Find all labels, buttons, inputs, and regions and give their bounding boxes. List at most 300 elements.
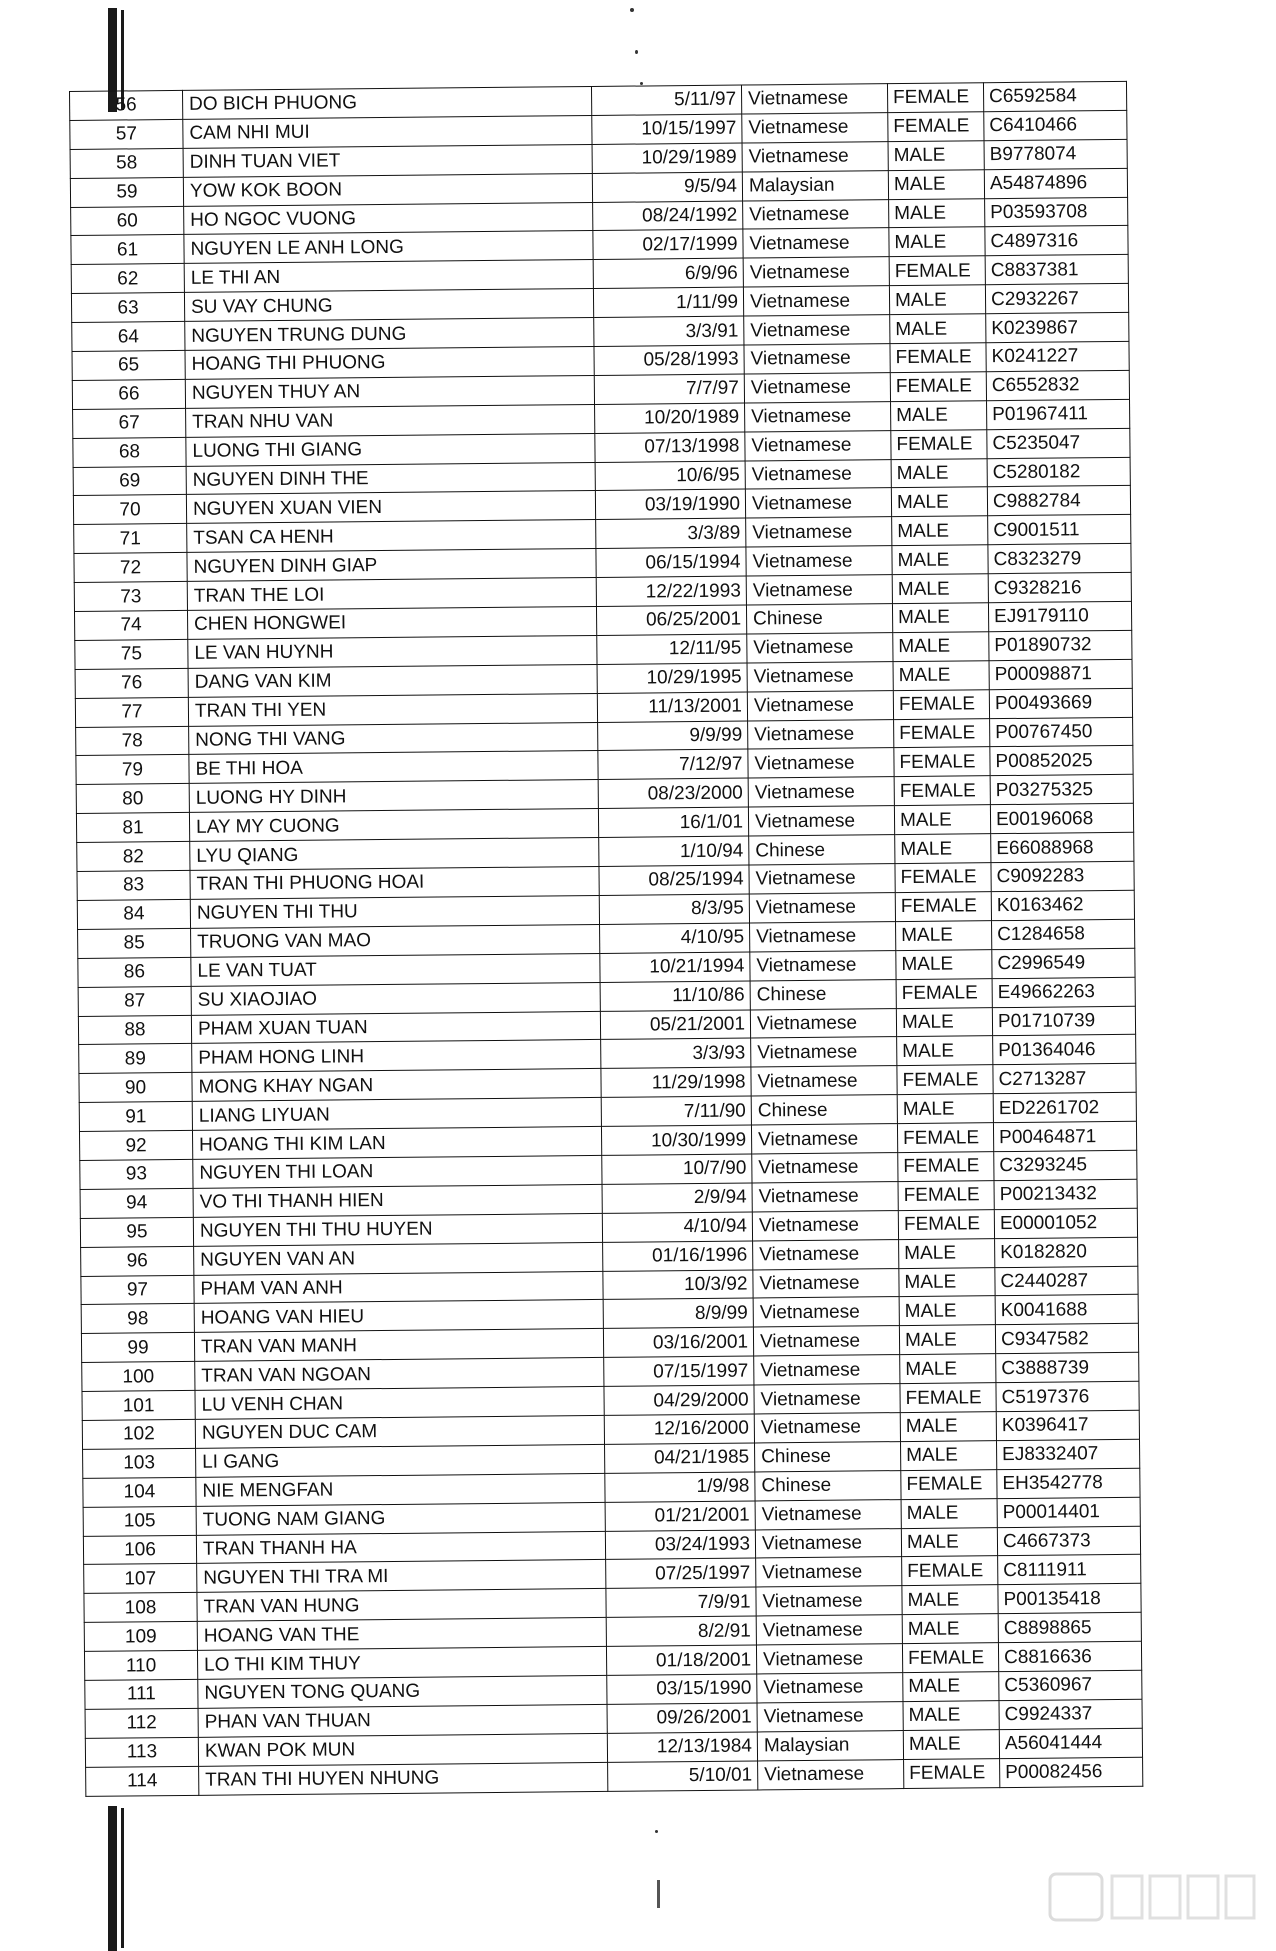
passenger-name: LAY MY CUONG <box>189 809 598 842</box>
binder-mark-bottom-thin <box>121 1808 124 1948</box>
passport-number: P03275325 <box>990 775 1133 805</box>
passenger-name: LI GANG <box>196 1444 605 1477</box>
gender: MALE <box>903 1672 999 1702</box>
gender: FEMALE <box>888 112 984 142</box>
gender: MALE <box>903 1701 999 1731</box>
nationality: Vietnamese <box>756 1586 902 1616</box>
nationality: Vietnamese <box>748 719 894 749</box>
date-of-birth: 10/15/1997 <box>592 114 742 144</box>
row-number: 104 <box>83 1477 196 1507</box>
passenger-name: NGUYEN DINH GIAP <box>187 549 596 582</box>
row-number: 62 <box>71 264 184 294</box>
passenger-name: TRAN VAN MANH <box>194 1329 603 1362</box>
passenger-name: NGUYEN VAN AN <box>194 1242 603 1275</box>
passport-number: EH3542778 <box>997 1468 1140 1498</box>
gender: FEMALE <box>904 1758 1000 1788</box>
nationality: Vietnamese <box>757 1673 903 1703</box>
gender: MALE <box>891 458 987 488</box>
passenger-name: BE THI HOA <box>189 751 598 784</box>
nationality: Chinese <box>750 979 896 1009</box>
row-number: 70 <box>73 495 186 525</box>
passenger-name: TRAN THANH HA <box>196 1531 605 1564</box>
gender: MALE <box>888 169 984 199</box>
date-of-birth: 11/29/1998 <box>601 1067 751 1097</box>
nationality: Vietnamese <box>753 1297 899 1327</box>
date-of-birth: 3/3/93 <box>601 1038 751 1068</box>
nationality: Vietnamese <box>748 777 894 807</box>
gender: MALE <box>891 401 987 431</box>
date-of-birth: 7/7/97 <box>594 374 744 404</box>
date-of-birth: 07/13/1998 <box>595 432 745 462</box>
date-of-birth: 10/3/92 <box>603 1270 753 1300</box>
row-number: 109 <box>84 1622 197 1652</box>
nationality: Vietnamese <box>745 401 891 431</box>
passenger-name: DANG VAN KIM <box>188 664 597 697</box>
passport-number: C8837381 <box>985 255 1128 285</box>
roster-body <box>70 81 1143 1796</box>
passenger-name: NGUYEN THUY AN <box>185 375 594 408</box>
date-of-birth: 11/13/2001 <box>597 692 747 722</box>
gender: FEMALE <box>896 978 992 1008</box>
date-of-birth: 03/24/1993 <box>605 1530 755 1560</box>
passenger-name: LO THI KIM THUY <box>197 1647 606 1680</box>
row-number: 107 <box>84 1564 197 1594</box>
passport-number: K0041688 <box>995 1295 1138 1325</box>
passport-number: P01890732 <box>989 630 1132 660</box>
gender: FEMALE <box>890 372 986 402</box>
date-of-birth: 12/22/1993 <box>596 576 746 606</box>
gender: MALE <box>893 632 989 662</box>
passport-number: C8816636 <box>998 1641 1141 1671</box>
gender: MALE <box>889 198 985 228</box>
date-of-birth: 8/3/95 <box>599 894 749 924</box>
gender: MALE <box>897 1094 993 1124</box>
passport-number: P00767450 <box>990 717 1133 747</box>
date-of-birth: 09/26/2001 <box>607 1703 757 1733</box>
passenger-name: PHAM XUAN TUAN <box>191 1011 600 1044</box>
date-of-birth: 03/19/1990 <box>595 489 745 519</box>
nationality: Vietnamese <box>748 748 894 778</box>
passenger-name: HOANG VAN THE <box>197 1618 606 1651</box>
passport-number: C4667373 <box>997 1526 1140 1556</box>
row-number: 113 <box>85 1737 198 1767</box>
passenger-name: NGUYEN DUC CAM <box>195 1415 604 1448</box>
date-of-birth: 05/21/2001 <box>600 1010 750 1040</box>
date-of-birth: 11/10/86 <box>600 981 750 1011</box>
gender: FEMALE <box>894 747 990 777</box>
passenger-name: LE VAN TUAT <box>191 953 600 986</box>
passport-number: P03593708 <box>985 197 1128 227</box>
date-of-birth: 12/11/95 <box>597 634 747 664</box>
row-number: 67 <box>73 408 186 438</box>
passenger-name: DINH TUAN VIET <box>183 144 592 177</box>
nationality: Vietnamese <box>744 373 890 403</box>
gender: MALE <box>902 1614 998 1644</box>
row-number: 56 <box>70 90 183 120</box>
row-number: 92 <box>79 1130 192 1160</box>
nationality: Vietnamese <box>755 1528 901 1558</box>
passenger-name: NGUYEN THI LOAN <box>193 1155 602 1188</box>
row-number: 86 <box>78 957 191 987</box>
passport-number: K0182820 <box>995 1237 1138 1267</box>
passenger-name: SU VAY CHUNG <box>184 289 593 322</box>
gender: FEMALE <box>891 429 987 459</box>
date-of-birth: 04/29/2000 <box>604 1385 754 1415</box>
nationality: Vietnamese <box>756 1644 902 1674</box>
row-number: 110 <box>84 1650 197 1680</box>
passenger-name: NGUYEN THI THU HUYEN <box>193 1213 602 1246</box>
passenger-name: LU VENH CHAN <box>195 1387 604 1420</box>
row-number: 64 <box>72 322 185 352</box>
row-number: 84 <box>77 899 190 929</box>
nationality: Vietnamese <box>749 864 895 894</box>
nationality: Vietnamese <box>744 315 890 345</box>
row-number: 88 <box>78 1015 191 1045</box>
nationality: Vietnamese <box>753 1326 899 1356</box>
passport-number: C6592584 <box>983 81 1126 111</box>
passport-number: C5360967 <box>999 1670 1142 1700</box>
passport-number: C5280182 <box>987 457 1130 487</box>
passport-number: C6552832 <box>986 370 1129 400</box>
nationality: Vietnamese <box>758 1759 904 1789</box>
passport-number: P00098871 <box>989 659 1132 689</box>
date-of-birth: 10/20/1989 <box>595 403 745 433</box>
passport-number: C3888739 <box>996 1352 1139 1382</box>
scan-speck <box>655 1830 658 1833</box>
passport-number: C5197376 <box>996 1381 1139 1411</box>
gender: MALE <box>899 1325 995 1355</box>
passenger-name: NGUYEN TONG QUANG <box>198 1675 607 1708</box>
row-number: 103 <box>83 1448 196 1478</box>
gender: MALE <box>890 314 986 344</box>
passport-number: EJ8332407 <box>996 1439 1139 1469</box>
nationality: Chinese <box>751 1095 897 1125</box>
gender: FEMALE <box>894 776 990 806</box>
scan-speck <box>635 50 638 54</box>
date-of-birth: 6/9/96 <box>593 258 743 288</box>
date-of-birth: 2/9/94 <box>602 1183 752 1213</box>
passenger-name: HOANG THI KIM LAN <box>192 1126 601 1159</box>
passenger-name: NGUYEN DINH THE <box>186 462 595 495</box>
gender: MALE <box>892 603 988 633</box>
gender: MALE <box>896 949 992 979</box>
passenger-name: TRAN NHU VAN <box>186 404 595 437</box>
row-number: 101 <box>82 1390 195 1420</box>
gender: FEMALE <box>894 718 990 748</box>
nationality: Vietnamese <box>745 430 891 460</box>
nationality: Vietnamese <box>757 1701 903 1731</box>
nationality: Vietnamese <box>743 228 889 258</box>
row-number: 93 <box>80 1159 193 1189</box>
date-of-birth: 08/25/1994 <box>599 865 749 895</box>
passport-number: E49662263 <box>992 977 1135 1007</box>
date-of-birth: 06/25/2001 <box>596 605 746 635</box>
gender: FEMALE <box>900 1383 996 1413</box>
nationality: Chinese <box>755 1441 901 1471</box>
passport-number: K0163462 <box>991 890 1134 920</box>
passenger-name: YOW KOK BOON <box>183 173 592 206</box>
nationality: Vietnamese <box>746 575 892 605</box>
row-number: 66 <box>72 379 185 409</box>
passport-number: P00014401 <box>997 1497 1140 1527</box>
row-number: 89 <box>79 1044 192 1074</box>
passport-number: C5235047 <box>987 428 1130 458</box>
passport-number: C1284658 <box>992 919 1135 949</box>
passenger-name: TRAN VAN HUNG <box>197 1589 606 1622</box>
gender: MALE <box>896 1007 992 1037</box>
gender: FEMALE <box>887 83 983 113</box>
nationality: Vietnamese <box>750 950 896 980</box>
passenger-name: TRAN VAN NGOAN <box>195 1358 604 1391</box>
passport-number: C2440287 <box>995 1266 1138 1296</box>
nationality: Vietnamese <box>751 1066 897 1096</box>
row-number: 74 <box>74 610 187 640</box>
passport-number: C4897316 <box>985 226 1128 256</box>
passenger-name: VO THI THANH HIEN <box>193 1184 602 1217</box>
gender: FEMALE <box>898 1152 994 1182</box>
gender: FEMALE <box>898 1181 994 1211</box>
passenger-name: NGUYEN LE ANH LONG <box>184 231 593 264</box>
passenger-name: TRAN THI PHUONG HOAI <box>190 866 599 899</box>
nationality: Vietnamese <box>751 1037 897 1067</box>
passenger-name: NGUYEN THI TRA MI <box>197 1560 606 1593</box>
gender: MALE <box>901 1441 997 1471</box>
passport-number: B9778074 <box>984 139 1127 169</box>
gender: MALE <box>903 1729 999 1759</box>
row-number: 72 <box>74 553 187 583</box>
row-number: 61 <box>71 235 184 265</box>
passenger-name: LE THI AN <box>184 260 593 293</box>
date-of-birth: 10/6/95 <box>595 461 745 491</box>
passport-number: P00493669 <box>989 688 1132 718</box>
passenger-name: MONG KHAY NGAN <box>192 1069 601 1102</box>
passenger-name: TSAN CA HENH <box>187 520 596 553</box>
gender: FEMALE <box>901 1469 997 1499</box>
nationality: Vietnamese <box>742 113 888 143</box>
passenger-name: HOANG VAN HIEU <box>194 1300 603 1333</box>
passenger-name: LUONG THI GIANG <box>186 433 595 466</box>
nationality: Vietnamese <box>754 1355 900 1385</box>
row-number: 73 <box>74 582 187 612</box>
nationality: Vietnamese <box>749 893 895 923</box>
gender: MALE <box>901 1498 997 1528</box>
nationality: Vietnamese <box>756 1615 902 1645</box>
row-number: 59 <box>70 177 183 207</box>
gender: MALE <box>888 141 984 171</box>
date-of-birth: 02/17/1999 <box>593 229 743 259</box>
nationality: Vietnamese <box>752 1181 898 1211</box>
gender: MALE <box>893 661 989 691</box>
row-number: 65 <box>72 350 185 380</box>
date-of-birth: 12/13/1984 <box>607 1732 757 1762</box>
date-of-birth: 16/1/01 <box>598 807 748 837</box>
row-number: 105 <box>83 1506 196 1536</box>
row-number: 114 <box>86 1766 199 1796</box>
passport-number: P01710739 <box>992 1006 1135 1036</box>
passenger-name: PHAN VAN THUAN <box>198 1704 607 1737</box>
nationality: Vietnamese <box>743 286 889 316</box>
nationality: Vietnamese <box>746 546 892 576</box>
gender: FEMALE <box>898 1209 994 1239</box>
nationality: Vietnamese <box>743 257 889 287</box>
gender: FEMALE <box>902 1556 998 1586</box>
gender: MALE <box>895 834 991 864</box>
row-number: 69 <box>73 466 186 496</box>
date-of-birth: 5/11/97 <box>591 85 741 115</box>
nationality: Vietnamese <box>752 1153 898 1183</box>
row-number: 97 <box>81 1275 194 1305</box>
passenger-name: CHEN HONGWEI <box>187 606 596 639</box>
passport-number: C9924337 <box>999 1699 1142 1729</box>
passenger-name: NGUYEN TRUNG DUNG <box>185 318 594 351</box>
passenger-name: HO NGOC VUONG <box>184 202 593 235</box>
passenger-name: LYU QIANG <box>190 838 599 871</box>
gender: MALE <box>892 574 988 604</box>
gender: MALE <box>894 805 990 835</box>
passport-number: P01967411 <box>987 399 1130 429</box>
gender: MALE <box>901 1527 997 1557</box>
date-of-birth: 04/21/1985 <box>605 1443 755 1473</box>
gender: MALE <box>899 1296 995 1326</box>
date-of-birth: 12/16/2000 <box>604 1414 754 1444</box>
date-of-birth: 7/11/90 <box>601 1096 751 1126</box>
passenger-name: TRAN THE LOI <box>187 578 596 611</box>
row-number: 71 <box>74 524 187 554</box>
date-of-birth: 5/10/01 <box>608 1761 758 1791</box>
passport-number: P00135418 <box>998 1584 1141 1614</box>
row-number: 99 <box>81 1333 194 1363</box>
date-of-birth: 8/9/99 <box>603 1298 753 1328</box>
passenger-name: SU XIAOJIAO <box>191 982 600 1015</box>
row-number: 76 <box>75 668 188 698</box>
row-number: 79 <box>76 755 189 785</box>
gender: FEMALE <box>895 863 991 893</box>
nationality: Malaysian <box>742 170 888 200</box>
row-number: 77 <box>75 697 188 727</box>
nationality: Vietnamese <box>751 1124 897 1154</box>
nationality: Vietnamese <box>750 1008 896 1038</box>
passport-number: E00001052 <box>994 1208 1137 1238</box>
date-of-birth: 9/9/99 <box>598 721 748 751</box>
date-of-birth: 1/10/94 <box>599 836 749 866</box>
passport-number: P01364046 <box>993 1035 1136 1065</box>
scan-speck <box>657 1880 660 1908</box>
passport-number: C2713287 <box>993 1064 1136 1094</box>
passport-number: C9328216 <box>988 572 1131 602</box>
passport-number: P00852025 <box>990 746 1133 776</box>
passport-number: C2996549 <box>992 948 1135 978</box>
date-of-birth: 10/21/1994 <box>600 952 750 982</box>
gender: MALE <box>900 1412 996 1442</box>
date-of-birth: 1/11/99 <box>593 287 743 317</box>
passenger-name: LIANG LIYUAN <box>192 1098 601 1131</box>
date-of-birth: 10/7/90 <box>602 1154 752 1184</box>
scan-speck <box>630 8 634 12</box>
date-of-birth: 1/9/98 <box>605 1472 755 1502</box>
row-number: 63 <box>71 293 184 323</box>
passenger-name: TRAN THI YEN <box>188 693 597 726</box>
gender: FEMALE <box>897 1123 993 1153</box>
row-number: 68 <box>73 437 186 467</box>
row-number: 106 <box>83 1535 196 1565</box>
passenger-roster-table <box>69 81 1143 1797</box>
nationality: Vietnamese <box>754 1413 900 1443</box>
passport-number: ED2261702 <box>993 1092 1136 1122</box>
nationality: Malaysian <box>757 1730 903 1760</box>
date-of-birth: 01/16/1996 <box>603 1241 753 1271</box>
passport-number: C3293245 <box>994 1150 1137 1180</box>
row-number: 78 <box>76 726 189 756</box>
date-of-birth: 01/18/2001 <box>606 1645 756 1675</box>
passenger-name: PHAM VAN ANH <box>194 1271 603 1304</box>
row-number: 57 <box>70 119 183 149</box>
passenger-name: LE VAN HUYNH <box>188 635 597 668</box>
row-number: 60 <box>71 206 184 236</box>
passport-number: C9882784 <box>987 486 1130 516</box>
nationality: Vietnamese <box>745 488 891 518</box>
nationality: Vietnamese <box>748 806 894 836</box>
passport-number: C9092283 <box>991 861 1134 891</box>
passport-number: C9347582 <box>995 1324 1138 1354</box>
passport-number: C8898865 <box>998 1612 1141 1642</box>
row-number: 82 <box>77 842 190 872</box>
gender: MALE <box>899 1238 995 1268</box>
passport-number: P00082456 <box>1000 1757 1143 1787</box>
date-of-birth: 03/15/1990 <box>607 1674 757 1704</box>
nationality: Vietnamese <box>742 141 888 171</box>
nationality: Vietnamese <box>741 84 887 114</box>
row-number: 90 <box>79 1073 192 1103</box>
date-of-birth: 03/16/2001 <box>603 1327 753 1357</box>
passport-number: P00213432 <box>994 1179 1137 1209</box>
passenger-name: PHAM HONG LINH <box>192 1040 601 1073</box>
passport-number: E66088968 <box>991 832 1134 862</box>
row-number: 98 <box>81 1304 194 1334</box>
nationality: Vietnamese <box>753 1239 899 1269</box>
row-number: 87 <box>78 986 191 1016</box>
nationality: Vietnamese <box>745 459 891 489</box>
row-number: 108 <box>84 1593 197 1623</box>
passenger-name: TRUONG VAN MAO <box>191 924 600 957</box>
nationality: Vietnamese <box>754 1384 900 1414</box>
date-of-birth: 3/3/91 <box>594 316 744 346</box>
row-number: 94 <box>80 1188 193 1218</box>
nationality: Vietnamese <box>747 633 893 663</box>
passenger-name: NIE MENGFAN <box>196 1473 605 1506</box>
gender: FEMALE <box>897 1065 993 1095</box>
passenger-name: LUONG HY DINH <box>189 780 598 813</box>
gender: FEMALE <box>895 892 991 922</box>
row-number: 96 <box>81 1246 194 1276</box>
nationality: Vietnamese <box>755 1499 901 1529</box>
passport-number: C8323279 <box>988 544 1131 574</box>
date-of-birth: 08/24/1992 <box>593 201 743 231</box>
row-number: 58 <box>70 148 183 178</box>
date-of-birth: 7/12/97 <box>598 749 748 779</box>
gender: MALE <box>902 1585 998 1615</box>
nationality: Vietnamese <box>744 344 890 374</box>
gender: FEMALE <box>890 343 986 373</box>
gender: FEMALE <box>889 256 985 286</box>
date-of-birth: 7/9/91 <box>606 1587 756 1617</box>
passport-number: C9001511 <box>988 515 1131 545</box>
gender: MALE <box>889 285 985 315</box>
gender: FEMALE <box>893 689 989 719</box>
nationality: Vietnamese <box>747 661 893 691</box>
gender: FEMALE <box>902 1643 998 1673</box>
nationality: Chinese <box>755 1470 901 1500</box>
gender: MALE <box>889 227 985 257</box>
